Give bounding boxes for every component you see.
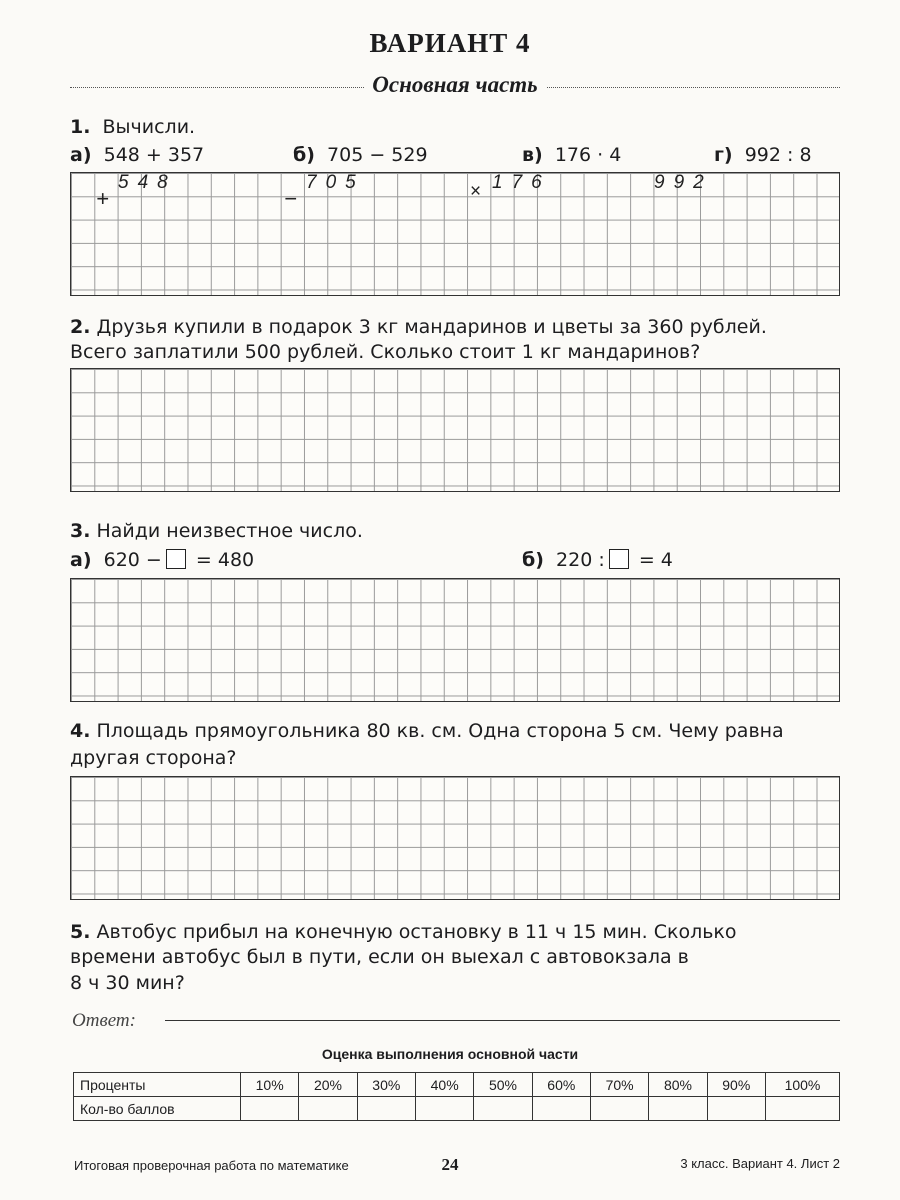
task-3a-left: 620 − bbox=[103, 549, 162, 571]
points-row-label: Кол-во баллов bbox=[74, 1097, 241, 1121]
task-1a-label: а) bbox=[70, 144, 92, 166]
answer-label: Ответ: bbox=[72, 1010, 136, 1031]
points-cell[interactable] bbox=[299, 1097, 357, 1121]
work-1d-digits: 992 bbox=[654, 172, 713, 193]
task-4-line-2: другая сторона? bbox=[70, 747, 237, 769]
task-2-number: 2. bbox=[70, 316, 91, 338]
footer-right: 3 класс. Вариант 4. Лист 2 bbox=[680, 1156, 840, 1171]
task-5-text-1: Автобус прибыл на конечную остановку в 11 ч 15 мин. Сколько bbox=[96, 921, 737, 943]
points-cell[interactable] bbox=[532, 1097, 590, 1121]
task-3b-right: = 4 bbox=[638, 549, 673, 571]
percent-cell: 100% bbox=[765, 1073, 839, 1097]
task-3b bbox=[522, 549, 673, 571]
task-5-line-1 bbox=[70, 921, 737, 943]
task-4-number: 4. bbox=[70, 720, 91, 742]
percent-cell: 30% bbox=[357, 1073, 415, 1097]
answer-field[interactable] bbox=[165, 1020, 840, 1021]
footer-left: Итоговая проверочная работа по математике bbox=[74, 1158, 349, 1173]
score-table-title: Оценка выполнения основной части bbox=[321, 1046, 579, 1062]
task-1-number: 1. bbox=[70, 116, 91, 138]
percent-cell: 60% bbox=[532, 1073, 590, 1097]
task-1d bbox=[714, 144, 812, 166]
plus-sign: + bbox=[96, 186, 109, 211]
points-cell[interactable] bbox=[649, 1097, 707, 1121]
task-3b-left: 220 : bbox=[556, 549, 605, 571]
task-2-line-2: Всего заплатили 500 рублей. Сколько стоит 1 кг мандаринов? bbox=[70, 341, 701, 363]
task-5-line-3: 8 ч 30 мин? bbox=[70, 972, 185, 994]
work-1a-digits: 548 bbox=[118, 172, 177, 193]
task-1d-expr: 992 : 8 bbox=[744, 144, 812, 166]
points-cell[interactable] bbox=[474, 1097, 532, 1121]
blank-box-3b[interactable] bbox=[609, 549, 629, 569]
multiply-sign: × bbox=[470, 181, 482, 202]
task-1b-expr: 705 − 529 bbox=[327, 144, 428, 166]
points-cell[interactable] bbox=[707, 1097, 765, 1121]
task-1a bbox=[70, 144, 204, 166]
points-row bbox=[74, 1097, 840, 1121]
task-1b-label: б) bbox=[293, 144, 315, 166]
points-cell[interactable] bbox=[415, 1097, 473, 1121]
task-1c-label: в) bbox=[522, 144, 543, 166]
percent-row-label: Проценты bbox=[74, 1073, 241, 1097]
work-1b-digits: 705 bbox=[306, 172, 365, 193]
percent-cell: 90% bbox=[707, 1073, 765, 1097]
task-3-heading bbox=[70, 520, 363, 542]
percent-cell: 80% bbox=[649, 1073, 707, 1097]
task-2-grid[interactable] bbox=[70, 368, 840, 492]
percent-cell: 40% bbox=[415, 1073, 473, 1097]
task-5-line-2: времени автобус был в пути, если он выехал с автовокзала в bbox=[70, 946, 689, 968]
task-3a bbox=[70, 549, 254, 571]
task-3-number: 3. bbox=[70, 520, 91, 542]
task-4-grid[interactable] bbox=[70, 776, 840, 900]
task-3b-label: б) bbox=[522, 549, 544, 571]
percent-row bbox=[74, 1073, 840, 1097]
task-1-grid[interactable] bbox=[70, 172, 840, 296]
task-3-text: Найди неизвестное число. bbox=[96, 520, 363, 542]
percent-cell: 50% bbox=[474, 1073, 532, 1097]
points-cell[interactable] bbox=[357, 1097, 415, 1121]
score-table bbox=[73, 1072, 840, 1121]
section-header bbox=[70, 72, 840, 102]
task-1-text: Вычисли. bbox=[102, 116, 196, 138]
points-cell[interactable] bbox=[590, 1097, 648, 1121]
task-5-number: 5. bbox=[70, 921, 91, 943]
section-title: Основная часть bbox=[364, 72, 545, 97]
points-cell[interactable] bbox=[765, 1097, 839, 1121]
task-2-line-1 bbox=[70, 316, 767, 338]
task-4-text-1: Площадь прямоугольника 80 кв. см. Одна сторона 5 см. Чему равна bbox=[96, 720, 784, 742]
task-1a-expr: 548 + 357 bbox=[103, 144, 205, 166]
task-3a-right: = 480 bbox=[195, 549, 255, 571]
page-title: ВАРИАНТ 4 bbox=[369, 28, 531, 58]
page-number: 24 bbox=[441, 1155, 459, 1174]
task-2-text-1: Друзья купили в подарок 3 кг мандаринов и цветы за 360 рублей. bbox=[96, 316, 767, 338]
task-3a-label: а) bbox=[70, 549, 92, 571]
percent-cell: 10% bbox=[241, 1073, 299, 1097]
points-cell[interactable] bbox=[241, 1097, 299, 1121]
work-1c-digits: 176 bbox=[492, 172, 551, 193]
task-4-line-1 bbox=[70, 720, 784, 742]
task-1-heading bbox=[70, 116, 195, 138]
task-1c-expr: 176 · 4 bbox=[554, 144, 622, 166]
task-1c bbox=[522, 144, 621, 166]
blank-box-3a[interactable] bbox=[166, 549, 186, 569]
task-3-grid[interactable] bbox=[70, 578, 840, 702]
percent-cell: 20% bbox=[299, 1073, 357, 1097]
task-1b bbox=[293, 144, 428, 166]
minus-sign: − bbox=[284, 186, 297, 211]
percent-cell: 70% bbox=[590, 1073, 648, 1097]
task-1d-label: г) bbox=[714, 144, 733, 166]
